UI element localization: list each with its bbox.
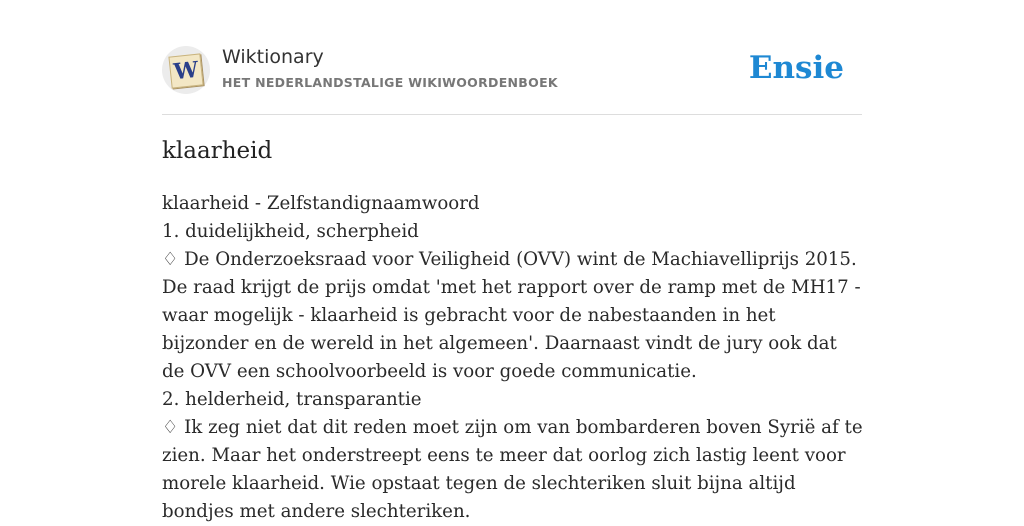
page-container (162, 0, 863, 522)
ensie-brand-link[interactable]: Ensie (748, 50, 844, 86)
logo-letter: W (172, 56, 200, 86)
logo-tile (168, 53, 203, 88)
site-tagline: HET NEDERLANDSTALIGE WIKIWOORDENBOEK (222, 75, 558, 90)
wiktionary-logo-icon[interactable] (162, 46, 210, 94)
site-name-link[interactable]: Wiktionary (222, 46, 324, 68)
page-title: klaarheid (162, 138, 273, 164)
entry-definition-2: 2. helderheid, transparantie (162, 389, 422, 410)
entry-word-type: klaarheid - Zelfstandignaamwoord (162, 193, 480, 214)
entry-example-1: ♢ De Onderzoeksraad voor Veiligheid (OVV) wint de Machiavelliprijs 2015. De raad krijgt de prijs omdat 'met het rapport over de ramp met de MH17 - waar mogelijk - klaarheid is gebracht voor de nabestaanden in het bijzonder en de wereld in het algemeen'. Daarnaast vindt de jury ook dat de OVV een schoolvoorbeeld is voor goede communicatie. (162, 249, 861, 382)
entry-content (162, 190, 864, 526)
entry-definition-1: 1. duidelijkheid, scherpheid (162, 221, 419, 242)
entry-example-2: ♢ Ik zeg niet dat dit reden moet zijn om van bombarderen boven Syrië af te zien. Maar het onderstreept eens te meer dat oorlog zich lastig leent voor morele klaarheid. Wie opstaat tegen de slechteriken sluit bijna altijd bondjes met andere slechteriken. (162, 417, 863, 522)
site-header (162, 0, 862, 115)
